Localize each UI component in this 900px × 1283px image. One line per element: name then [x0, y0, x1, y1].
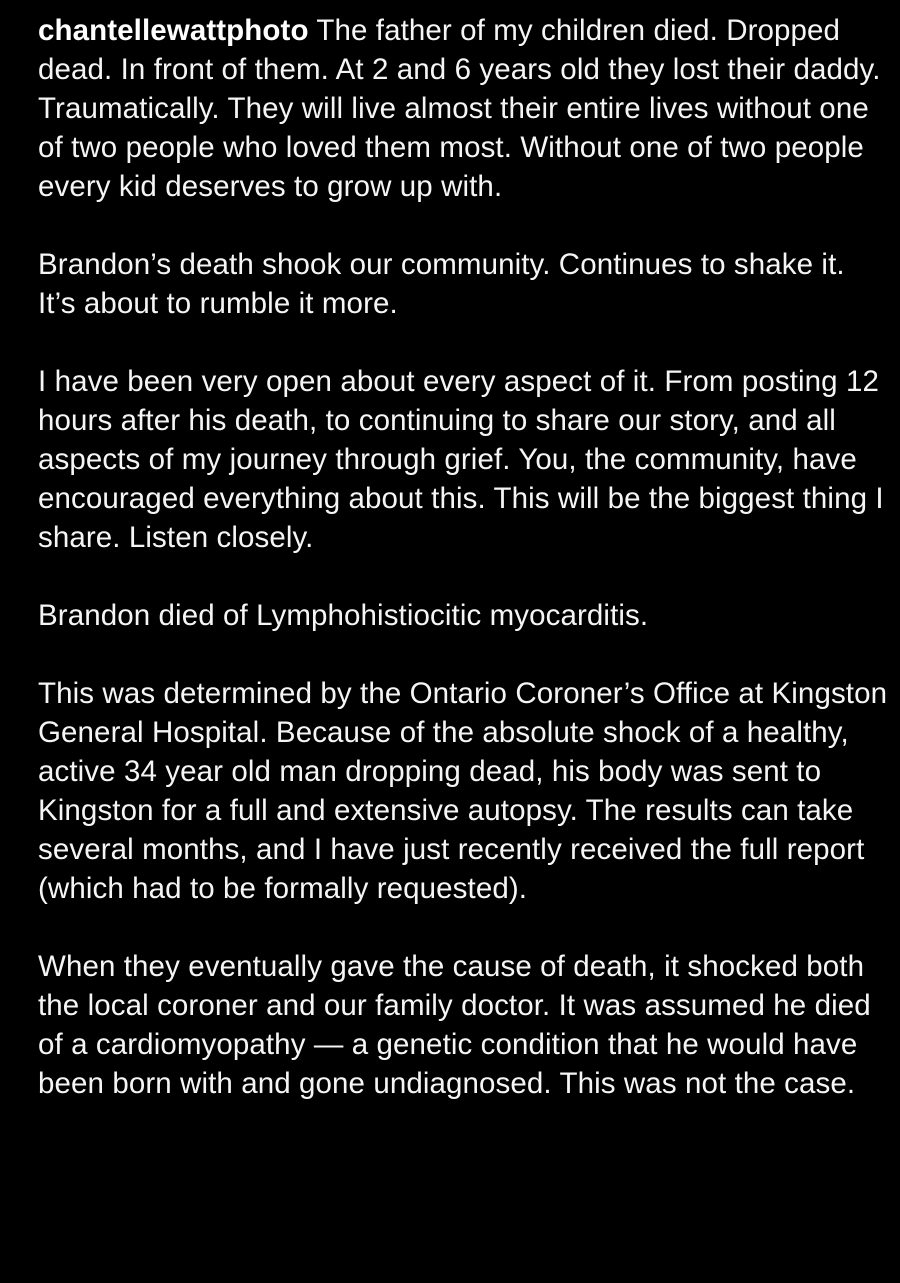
username-link[interactable]: chantellewattphoto: [38, 14, 309, 47]
caption-paragraph-6: When they eventually gave the cause of death, it shocked both the local coroner and our family doctor. It was assumed he died of a cardiomyopathy — a genetic condition that he would have been born with and gone undiagnosed. This was not the case.: [38, 950, 871, 1100]
caption-text-1: The father of my children died. Dropped dead. In front of them. At 2 and 6 years old they lost their daddy. Traumatically. They will live almost their entire lives without one of two people who loved them most. Without one of two people every kid deserves to grow up with.: [38, 14, 881, 203]
caption-paragraph-4: Brandon died of Lymphohistiocitic myocarditis.: [38, 599, 649, 632]
caption-paragraph-2: Brandon’s death shook our community. Continues to shake it. It’s about to rumble it more.: [38, 248, 845, 320]
post-caption: [38, 11, 888, 1103]
caption-paragraph-3: I have been very open about every aspect of it. From posting 12 hours after his death, to continuing to share our story, and all aspects of my journey through grief. You, the community, have encouraged everything about this. This will be the biggest thing I share. Listen closely.: [38, 365, 884, 554]
caption-paragraph-1: [38, 11, 888, 206]
caption-paragraph-5: This was determined by the Ontario Coroner’s Office at Kingston General Hospital. Because of the absolute shock of a healthy, active 34 year old man dropping dead, his body was sent to Kingston for a full and extensive autopsy. The results can take several months, and I have just recently received the full report (which had to be formally requested).: [38, 677, 888, 905]
